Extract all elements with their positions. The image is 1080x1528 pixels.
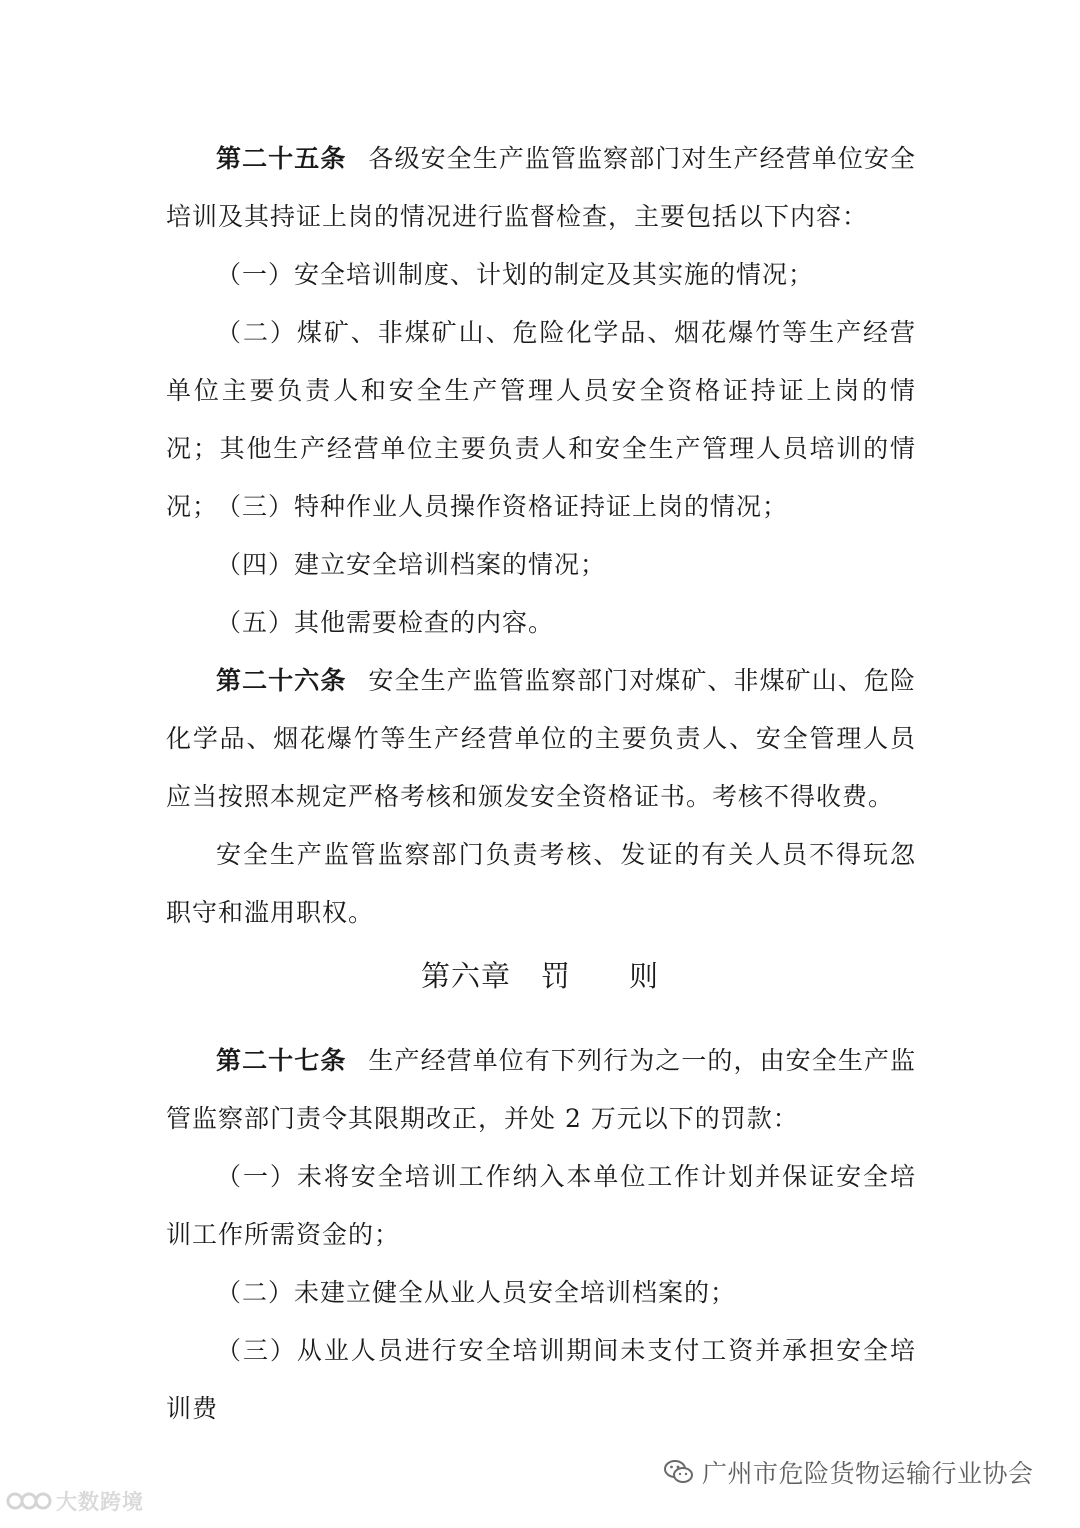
article-26-paragraph bbox=[166, 652, 916, 826]
wechat-icon bbox=[664, 1459, 694, 1485]
watermark bbox=[6, 1486, 144, 1516]
watermark-text: 大数跨境 bbox=[56, 1490, 144, 1514]
chapter-heading bbox=[0, 956, 1080, 996]
article-25-item-1: （一）安全培训制度、计划的制定及其实施的情况； bbox=[216, 260, 815, 289]
article-27-text: 生产经营单位有下列行为之一的，由安全生产监管监察部门责令其限期改正，并处 2 万元以下的罚款： bbox=[166, 1046, 916, 1133]
article-26-paragraph-2: 安全生产监管监察部门负责考核、发证的有关人员不得玩忽职守和滥用职权。 bbox=[166, 840, 916, 927]
article-25-text: 各级安全生产监管监察部门对生产经营单位安全培训及其持证上岗的情况进行监督检查，主要包括以下内容： bbox=[166, 144, 916, 231]
chapter-number: 第六章 bbox=[420, 959, 511, 993]
article-27-label: 第二十七条 bbox=[216, 1046, 347, 1075]
article-27-paragraph bbox=[166, 1032, 916, 1148]
article-26-label: 第二十六条 bbox=[216, 666, 347, 695]
article-25-item-4: （四）建立安全培训档案的情况； bbox=[216, 550, 607, 579]
article-27-item-1: （一）未将安全培训工作纳入本单位工作计划并保证安全培训工作所需资金的； bbox=[166, 1162, 916, 1249]
watermark-logo-icon bbox=[6, 1489, 52, 1513]
wechat-account-name: 广州市危险货物运输行业协会 bbox=[702, 1459, 1034, 1488]
article-27-item-2: （二）未建立健全从业人员安全培训档案的； bbox=[216, 1278, 737, 1307]
article-25-label: 第二十五条 bbox=[216, 144, 347, 173]
article-25-item-2: （二）煤矿、非煤矿山、危险化学品、烟花爆竹等生产经营单位主要负责人和安全生产管理人员安全资格证持证上岗的情况；其他生产经营单位主要负责人和安全生产管理人员培训的情况； bbox=[166, 318, 916, 521]
chapter-title-char-2: 则 bbox=[629, 959, 660, 993]
article-25-paragraph bbox=[166, 130, 916, 246]
article-25-item-3: （三）特种作业人员操作资格证持证上岗的情况； bbox=[216, 492, 789, 521]
wechat-account-attribution bbox=[664, 1454, 1034, 1490]
article-25-item-5: （五）其他需要检查的内容。 bbox=[216, 608, 555, 637]
article-26-text: 安全生产监管监察部门对煤矿、非煤矿山、危险化学品、烟花爆竹等生产经营单位的主要负责人、安全管理人员应当按照本规定严格考核和颁发安全资格证书。考核不得收费。 bbox=[166, 666, 916, 811]
chapter-title-char-1: 罚 bbox=[540, 959, 571, 993]
article-27-item-3: （三）从业人员进行安全培训期间未支付工资并承担安全培训费 bbox=[166, 1336, 916, 1423]
